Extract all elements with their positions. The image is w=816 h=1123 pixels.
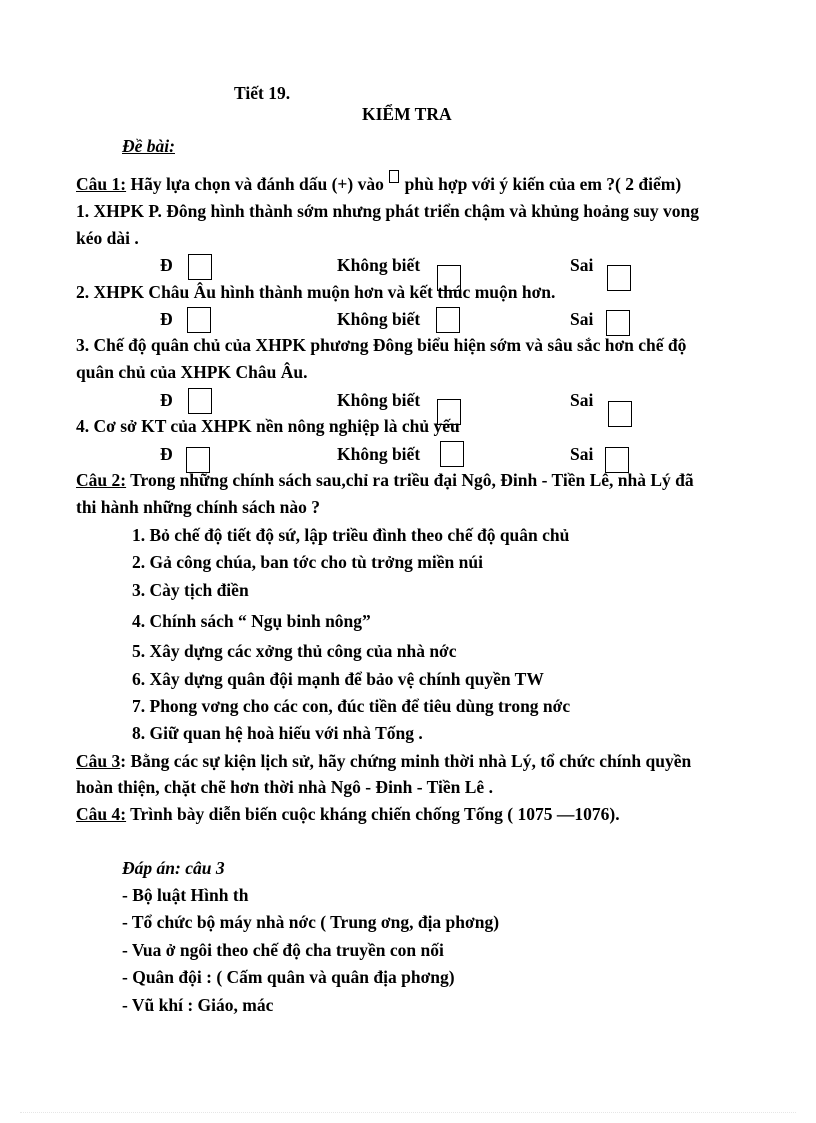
question-4-label: Câu 4: xyxy=(76,804,127,824)
q1-item-2-dung-checkbox[interactable] xyxy=(187,307,211,333)
policy-item: 8. Giữ quan hệ hoà hiếu với nhà Tống . xyxy=(132,723,423,743)
answer-item: - Bộ luật Hình th xyxy=(122,885,249,905)
question-1-prompt-a: Hãy lựa chọn và đánh dấu (+) vào xyxy=(126,174,389,194)
question-1-prompt xyxy=(76,170,681,194)
answer-item: - Tổ chức bộ máy nhà nớc ( Trung ơng, địa phơng) xyxy=(122,912,500,932)
question-3-prompt xyxy=(76,751,691,771)
option-dung-label: Đ xyxy=(160,309,173,329)
checkbox-symbol-icon xyxy=(389,170,399,183)
exam-subtitle: Đề bài: xyxy=(122,136,175,156)
option-dung-label: Đ xyxy=(160,444,173,464)
lesson-number: Tiết 19. xyxy=(234,83,291,103)
q1-item-2-line1: 2. XHPK Châu Âu hình thành muộn hơn và kết thúc muộn hơn. xyxy=(76,282,556,302)
policy-item: 7. Phong vơng cho các con, đúc tiền để tiêu dùng trong nớc xyxy=(132,696,571,716)
answer-item: - Quân đội : ( Cấm quân và quân địa phơng) xyxy=(122,967,455,987)
q1-item-2-khong-biet-checkbox[interactable] xyxy=(436,307,460,333)
option-khong-biet-label: Không biết xyxy=(337,444,421,464)
option-sai-label: Sai xyxy=(570,309,594,329)
option-sai-label: Sai xyxy=(570,444,594,464)
q1-item-4-line1: 4. Cơ sở KT của XHPK nền nông nghiệp là chủ yếu xyxy=(76,416,460,436)
q1-item-3-dung-checkbox[interactable] xyxy=(188,388,212,414)
answer-title: Đáp án: câu 3 xyxy=(122,858,225,878)
page-title: KIỂM TRA xyxy=(362,104,452,124)
q1-item-4-khong-biet-checkbox[interactable] xyxy=(440,441,464,467)
q1-item-1-line1: 1. XHPK P. Đông hình thành sớm nhưng phát triển chậm và khủng hoảng suy vong xyxy=(76,201,699,221)
question-1-prompt-b: phù hợp với ý kiến của em ?( 2 điểm) xyxy=(400,174,682,194)
question-3-label: Câu 3 xyxy=(76,751,121,771)
question-4-text: Trình bày diễn biến cuộc kháng chiến chống Tống ( 1075 —1076). xyxy=(126,804,620,824)
option-sai-label: Sai xyxy=(570,255,594,275)
option-sai-label: Sai xyxy=(570,390,594,410)
answer-item: - Vua ở ngôi theo chế độ cha truyền con nối xyxy=(122,940,444,960)
policy-item: 5. Xây dựng các xởng thủ công của nhà nớc xyxy=(132,641,457,661)
q1-item-3-line2: quân chủ của XHPK Châu Âu. xyxy=(76,362,308,382)
question-3-line2: hoàn thiện, chặt chẽ hơn thời nhà Ngô - Đinh - Tiền Lê . xyxy=(76,777,493,797)
question-1-label: Câu 1: xyxy=(76,174,127,194)
policy-item: 3. Cày tịch điền xyxy=(132,580,249,600)
q1-item-3-sai-checkbox[interactable] xyxy=(608,401,632,427)
q1-item-1-sai-checkbox[interactable] xyxy=(607,265,631,291)
q1-item-1-dung-checkbox[interactable] xyxy=(188,254,212,280)
question-2-prompt-line2: thi hành những chính sách nào ? xyxy=(76,497,320,517)
answer-item: - Vũ khí : Giáo, mác xyxy=(122,995,274,1015)
policy-item: 2. Gả công chúa, ban tớc cho tù trởng miền núi xyxy=(132,552,483,572)
question-2-prompt-line1: Trong những chính sách sau,chỉ ra triều đại Ngô, Đinh - Tiền Lê, nhà Lý đã xyxy=(126,470,694,490)
policy-item: 6. Xây dựng quân đội mạnh để bảo vệ chính quyền TW xyxy=(132,669,544,689)
q1-item-1-line2: kéo dài . xyxy=(76,228,139,248)
option-khong-biet-label: Không biết xyxy=(337,309,421,329)
policy-item: 1. Bỏ chế độ tiết độ sứ, lập triều đình theo chế độ quân chủ xyxy=(132,525,570,545)
policy-item: 4. Chính sách “ Ngụ binh nông” xyxy=(132,611,371,631)
q1-item-3-line1: 3. Chế độ quân chủ của XHPK phương Đông biểu hiện sớm và sâu sắc hơn chế độ xyxy=(76,335,687,355)
option-dung-label: Đ xyxy=(160,255,173,275)
q1-item-2-sai-checkbox[interactable] xyxy=(606,310,630,336)
page-bottom-divider xyxy=(20,1112,796,1113)
question-4-prompt xyxy=(76,804,620,824)
question-2-prompt xyxy=(76,470,694,490)
option-khong-biet-label: Không biết xyxy=(337,390,421,410)
question-3-line1: : Bằng các sự kiện lịch sử, hãy chứng minh thời nhà Lý, tổ chức chính quyền xyxy=(120,751,692,771)
option-khong-biet-label: Không biết xyxy=(337,255,421,275)
option-dung-label: Đ xyxy=(160,390,173,410)
question-2-label: Câu 2: xyxy=(76,470,127,490)
